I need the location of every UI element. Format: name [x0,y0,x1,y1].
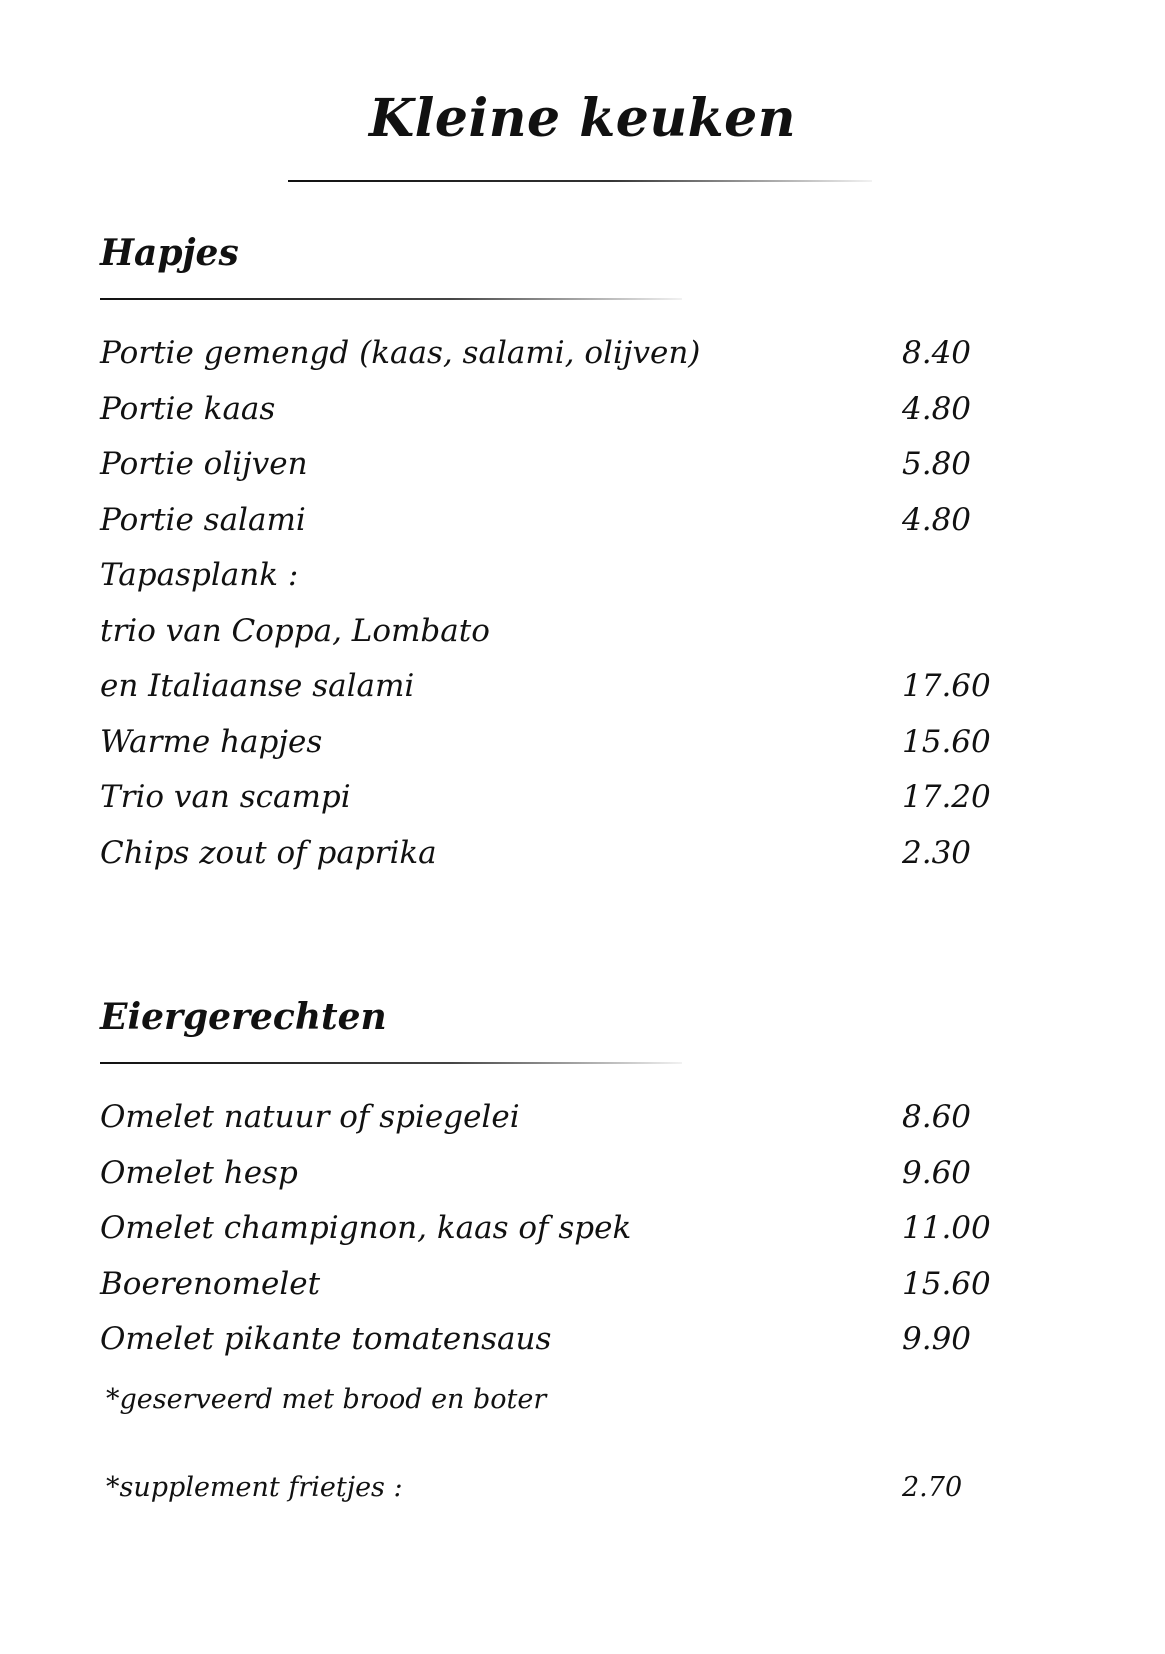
menu-item-name: Omelet champignon, kaas of spek [100,1210,632,1246]
menu-item-price: 4.80 [902,501,972,538]
menu-item-name: Omelet natuur of spiegelei [100,1099,520,1135]
menu-item-name: Omelet hesp [100,1154,298,1191]
menu-item [100,1257,1060,1313]
menu-item-price: 8.60 [902,1099,972,1135]
menu-item-name: Portie olijven [100,446,308,482]
menu-item-list [100,326,1060,881]
menu-item-name: Portie salami [100,501,306,538]
menu-item [100,659,1060,715]
menu-item-price: 4.80 [902,390,972,427]
menu-item [100,1312,1060,1368]
section-hapjes [100,228,1060,881]
menu-item [100,715,1060,771]
menu-item [100,437,1060,493]
menu-item [100,826,1060,882]
supplement-price: 2.70 [902,1472,963,1503]
menu-item-name: Tapasplank : [100,557,299,593]
section-divider [100,1062,682,1064]
menu-item-name: Omelet pikante tomatensaus [100,1321,552,1357]
menu-item-price: 11.00 [902,1210,991,1246]
menu-item [100,1090,1060,1146]
menu-item-price: 15.60 [902,1265,991,1302]
supplement-note: *supplement frietjes : [106,1472,403,1503]
menu-item [100,382,1060,438]
menu-item-price: 5.80 [902,446,972,482]
section-heading: Eiergerechten [100,996,387,1038]
menu-item-list [100,1090,1060,1368]
section-heading: Hapjes [100,232,239,274]
menu-item-name: Boerenomelet [100,1265,321,1302]
menu-item [100,1146,1060,1202]
menu-item [100,770,1060,826]
menu-item [100,493,1060,549]
menu-item-price: 17.20 [902,779,991,815]
menu-item-name: Portie kaas [100,390,276,427]
menu-item-price: 17.60 [902,668,991,704]
menu-item-price: 8.40 [902,335,972,371]
menu-item-name: Portie gemengd (kaas, salami, olijven) [100,335,701,371]
menu-item-name: Warme hapjes [100,723,323,760]
menu-item [100,1201,1060,1257]
served-with-note: *geserveerd met brood en boter [106,1384,547,1415]
page-title: Kleine keuken [368,88,797,149]
menu-item-price: 9.60 [902,1154,972,1191]
menu-item-price: 15.60 [902,723,991,760]
menu-item-price: 2.30 [902,834,972,871]
menu-item-name: Chips zout of paprika [100,834,437,871]
menu-item [100,548,1060,604]
menu-item-name: trio van Coppa, Lombato [100,612,490,649]
menu-item-price: 9.90 [902,1321,972,1357]
menu-item [100,326,1060,382]
menu-item-name: Trio van scampi [100,779,351,815]
menu-item-name: en Italiaanse salami [100,668,415,704]
section-divider [100,298,682,300]
menu-item [100,604,1060,660]
section-eiergerechten [100,992,1060,1368]
title-divider [288,180,872,182]
